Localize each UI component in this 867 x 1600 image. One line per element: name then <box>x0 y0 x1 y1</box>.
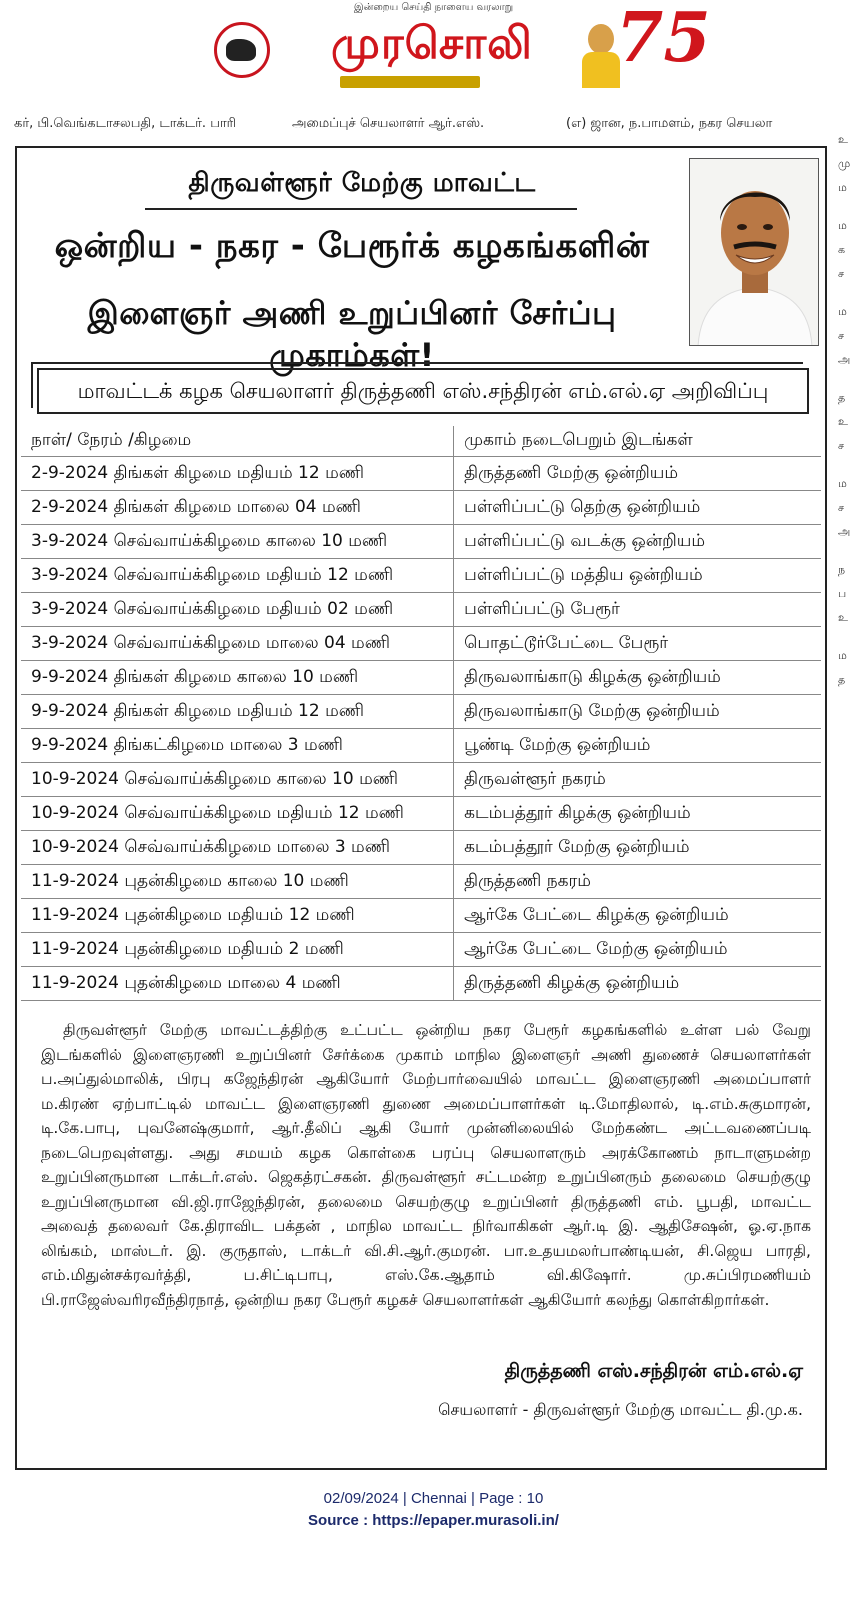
adjacent-column-fragment: அ <box>838 525 851 538</box>
table-row <box>21 729 821 763</box>
adjacent-column-fragment: உ <box>838 415 848 428</box>
camp-venue-cell: திருவலாங்காடு மேற்கு ஒன்றியம் <box>454 695 821 729</box>
masthead-tagline: இன்றைய செய்தி நாளைய வரலாறு <box>353 2 514 13</box>
table-row <box>21 695 821 729</box>
camp-datetime-cell: 3-9-2024 செவ்வாய்க்கிழமை மதியம் 12 மணி <box>21 559 454 593</box>
table-row <box>21 967 821 1001</box>
masthead <box>0 0 867 112</box>
adjacent-column-fragment: அ <box>838 353 851 366</box>
camp-venue-cell: பொதட்டூர்பேட்டை பேரூர் <box>454 627 821 661</box>
body-paragraph: திருவள்ளூர் மேற்கு மாவட்டத்திற்கு உட்பட்ட ஒன்றிய நகர பேரூர் கழகங்களில் உள்ள பல் வேறு இடங்களில் இளைஞரணி உறுப்பினர் சேர்க்கை முகாம் மாநில இளைஞர் அணி துணைச் செயலாளர்கள் ப.அப்துல்மாலிக், பிரபு கஜேந்திரன் ஆகியோர் மேற்பார்வையில் மாவட்ட இளைஞரணி அமைப்பாளர் ம.கிரண் ஏற்பாட்டில் மாவட்ட இளைஞரணி துணை அமைப்பாளர்கள் டி.மோதிலால், டி.எம்.சுகுமாரன், டி.கே.பாபு, புவனேஷ்குமார், ஆர்.தீலிப் ஆகி யோர் முன்னிலையில் மேற்கண்ட அட்டவணைப்படி நடைபெறவுள்ளது. அது சமயம் கழக கொள்கை பரப்பு செயலாளரும் அரக்கோணம் நாடாளுமன்ற உறுப்பினருமான டாக்டர்.எஸ். ஜெகத்ரட்சகன். திருவள்ளூர் சட்டமன்ற உறுப்பினரும் தலைமை செயற்குழு உறுப்பினருமான வி.ஜி.ராஜேந்திரன், தலைமை செயற்குழு உறுப்பினர் திருத்தணி எம். பூபதி, மாவட்ட அவைத் தலைவர் கே.திராவிட பக்தன் , மாநில மாவட்ட நிர்வாகிகள் ஆர்.டி இ. ஆதிசேஷன், ஓ.ஏ.நாக லிங்கம், மாஸ்டர். இ. குருதாஸ், டாக்டர் வி.சி.ஆர்.குமரன். பா.உதயமலர்பாண்டியன், சி.ஜெய பாரதி, எம்.மிதுன்சக்ரவர்த்தி, ப.சிட்டிபாபு, எஸ்.கே.ஆதாம் வி.கிஷோர். மு.சுப்பிரமணியம் பி.ராஜேஸ்வரிரவீந்திரநாத், ஒன்றிய நகர பேரூர் கழகச் செயலாளர்கள் ஆகியோர் கலந்து கொள்கிறார்கள். <box>41 1021 811 1309</box>
adjacent-column-fragment: த <box>838 673 846 686</box>
signatory-role: செயலாளர் - திருவள்ளூர் மேற்கு மாவட்ட தி.மு.க. <box>438 1400 803 1419</box>
table-row <box>21 525 821 559</box>
camp-venue-cell: பள்ளிப்பட்டு தெற்கு ஒன்றியம் <box>454 491 821 525</box>
camp-venue-cell: திருவள்ளூர் நகரம் <box>454 763 821 797</box>
table-row <box>21 593 821 627</box>
camp-datetime-cell: 10-9-2024 செவ்வாய்க்கிழமை மாலை 3 மணி <box>21 831 454 865</box>
adjacent-column-fragment: ந <box>838 563 846 576</box>
camp-venue-cell: பள்ளிப்பட்டு மத்திய ஒன்றியம் <box>454 559 821 593</box>
adjacent-column-fragment: ம <box>838 477 847 490</box>
camp-datetime-cell: 3-9-2024 செவ்வாய்க்கிழமை மாலை 04 மணி <box>21 627 454 661</box>
column-header-datetime: நாள்/ நேரம் /கிழமை <box>21 426 454 457</box>
announcement-banner: மாவட்டக் கழக செயலாளர் திருத்தணி எஸ்.சந்திரன் எம்.எல்.ஏ அறிவிப்பு <box>37 368 809 414</box>
runner-text-left: கர், பி.வெங்கடாசலபதி, டாக்டர். பாரி <box>14 116 237 131</box>
table-row <box>21 865 821 899</box>
district-underline <box>145 208 577 210</box>
table-row <box>21 933 821 967</box>
camp-datetime-cell: 9-9-2024 திங்கட்கிழமை மாலை 3 மணி <box>21 729 454 763</box>
camp-venue-cell: ஆர்கே பேட்டை கிழக்கு ஒன்றியம் <box>454 899 821 933</box>
adjacent-column-fragment: க <box>838 243 846 256</box>
adjacent-column-fragment: ச <box>838 501 845 514</box>
table-row <box>21 797 821 831</box>
camp-datetime-cell: 9-9-2024 திங்கள் கிழமை மதியம் 12 மணி <box>21 695 454 729</box>
table-row <box>21 763 821 797</box>
leader-photo <box>689 158 819 346</box>
footer-source-link[interactable]: Source : https://epaper.murasoli.in/ <box>308 1512 559 1529</box>
camp-datetime-cell: 2-9-2024 திங்கள் கிழமை மாலை 04 மணி <box>21 491 454 525</box>
camp-venue-cell: ஆர்கே பேட்டை மேற்கு ஒன்றியம் <box>454 933 821 967</box>
camp-datetime-cell: 11-9-2024 புதன்கிழமை மதியம் 2 மணி <box>21 933 454 967</box>
camp-venue-cell: திருத்தணி கிழக்கு ஒன்றியம் <box>454 967 821 1001</box>
camp-venue-cell: திருத்தணி மேற்கு ஒன்றியம் <box>454 457 821 491</box>
table-row <box>21 831 821 865</box>
table-row <box>21 559 821 593</box>
column-header-venue: முகாம் நடைபெறும் இடங்கள் <box>454 426 821 457</box>
camp-venue-cell: கடம்பத்தூர் கிழக்கு ஒன்றியம் <box>454 797 821 831</box>
adjacent-column-fragment: ச <box>838 439 845 452</box>
announcement-ad <box>15 146 827 1470</box>
anniversary-mark: 75 <box>616 0 711 78</box>
adjacent-column-fragment: உ <box>838 133 848 146</box>
camp-venue-cell: பூண்டி மேற்கு ஒன்றியம் <box>454 729 821 763</box>
adjacent-column-fragment: ம <box>838 649 847 662</box>
table-row <box>21 899 821 933</box>
camp-datetime-cell: 2-9-2024 திங்கள் கிழமை மதியம் 12 மணி <box>21 457 454 491</box>
newspaper-logo <box>282 14 582 88</box>
camp-venue-cell: திருத்தணி நகரம் <box>454 865 821 899</box>
district-title: திருவள்ளூர் மேற்கு மாவட்ட <box>188 168 536 198</box>
adjacent-column-fragment: ம <box>838 305 847 318</box>
camp-schedule-table <box>21 426 821 1001</box>
adjacent-column-fragment: ச <box>838 329 845 342</box>
camp-datetime-cell: 3-9-2024 செவ்வாய்க்கிழமை மதியம் 02 மணி <box>21 593 454 627</box>
signatory-name: திருத்தணி எஸ்.சந்திரன் எம்.எல்.ஏ <box>504 1360 803 1382</box>
headline-line-1: ஒன்றிய - நகர - பேரூர்க் கழகங்களின் <box>54 226 650 266</box>
logo-subbar <box>340 76 480 88</box>
camp-datetime-cell: 3-9-2024 செவ்வாய்க்கிழமை காலை 10 மணி <box>21 525 454 559</box>
table-header-row <box>21 426 821 457</box>
adjacent-column-fragment: ம <box>838 219 847 232</box>
camp-datetime-cell: 11-9-2024 புதன்கிழமை மாலை 4 மணி <box>21 967 454 1001</box>
table-row <box>21 661 821 695</box>
adjacent-column-text <box>838 110 867 1290</box>
page-footer <box>0 1488 867 1532</box>
headline-line-2: இளைஞர் அணி உறுப்பினர் சேர்ப்பு முகாம்கள்! <box>87 294 617 374</box>
camp-venue-cell: கடம்பத்தூர் மேற்கு ஒன்றியம் <box>454 831 821 865</box>
camp-venue-cell: திருவலாங்காடு கிழக்கு ஒன்றியம் <box>454 661 821 695</box>
camp-datetime-cell: 9-9-2024 திங்கள் கிழமை காலை 10 மணி <box>21 661 454 695</box>
adjacent-column-fragment: ச <box>838 267 845 280</box>
party-emblem-icon <box>214 22 270 78</box>
camp-datetime-cell: 11-9-2024 புதன்கிழமை காலை 10 மணி <box>21 865 454 899</box>
adjacent-column-fragment: ப <box>838 587 847 600</box>
runner-text-middle: அமைப்புச் செயலாளர் ஆர்.எஸ். <box>292 116 485 131</box>
table-row <box>21 627 821 661</box>
logo-text: முரசொலி <box>331 18 533 69</box>
camp-venue-cell: பள்ளிப்பட்டு பேரூர் <box>454 593 821 627</box>
adjacent-column-fragment: ம <box>838 181 847 194</box>
adjacent-column-fragment: த <box>838 391 846 404</box>
footer-date-line: 02/09/2024 | Chennai | Page : 10 <box>323 1490 544 1507</box>
announcement-body <box>41 1018 811 1312</box>
adjacent-column-fragment: மு <box>838 157 851 170</box>
table-row <box>21 491 821 525</box>
adjacent-column-fragment: உ <box>838 611 848 624</box>
camp-datetime-cell: 10-9-2024 செவ்வாய்க்கிழமை மதியம் 12 மணி <box>21 797 454 831</box>
runner-text-right: (எ) ஜான, ந.பாமளம், நகர செயலா <box>566 116 773 131</box>
camp-venue-cell: பள்ளிப்பட்டு வடக்கு ஒன்றியம் <box>454 525 821 559</box>
camp-datetime-cell: 10-9-2024 செவ்வாய்க்கிழமை காலை 10 மணி <box>21 763 454 797</box>
table-row <box>21 457 821 491</box>
camp-datetime-cell: 11-9-2024 புதன்கிழமை மதியம் 12 மணி <box>21 899 454 933</box>
